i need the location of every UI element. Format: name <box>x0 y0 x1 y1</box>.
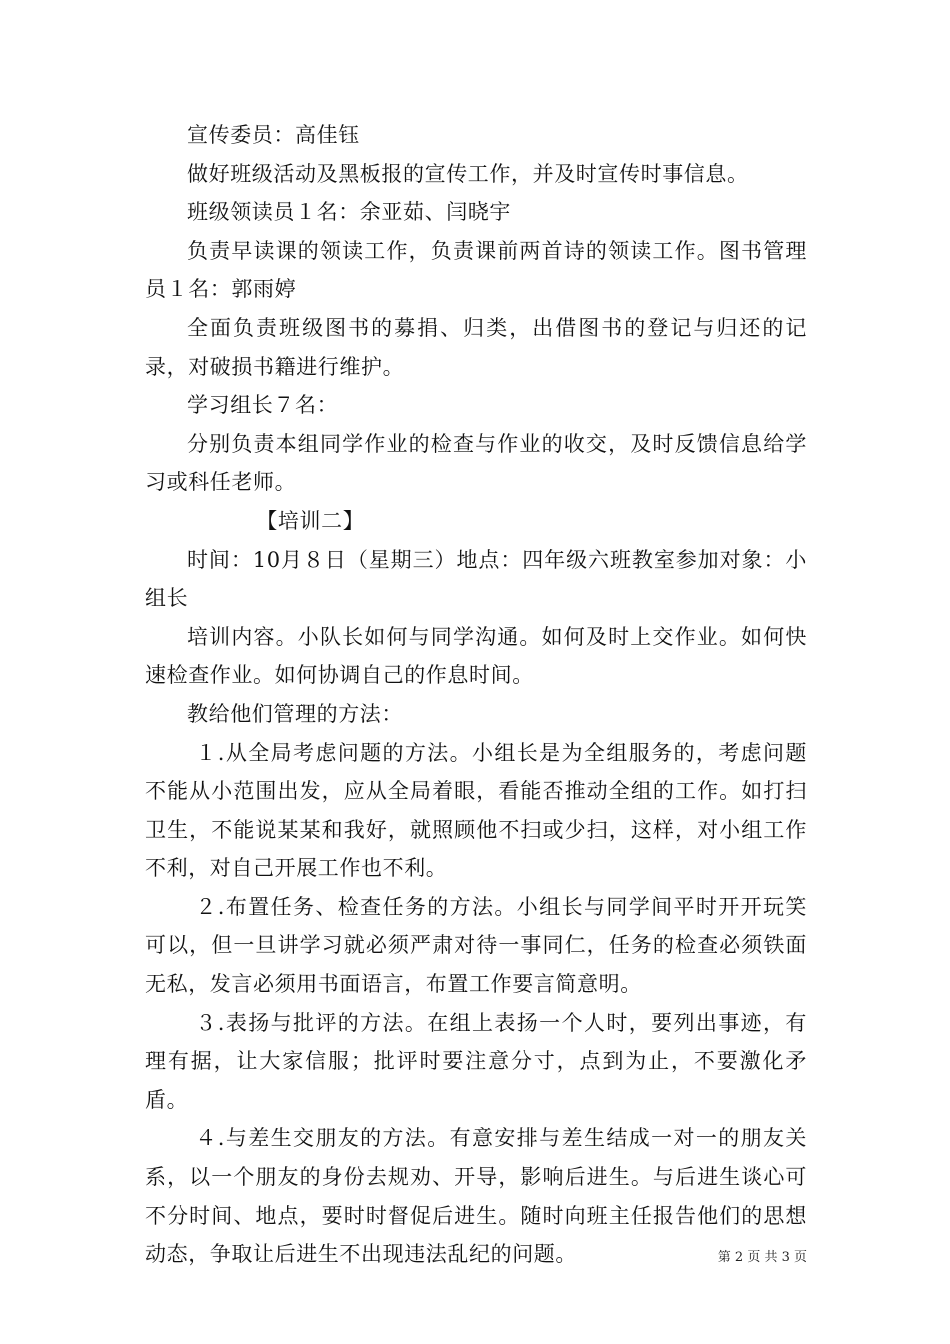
list-item-method-3: ３.表扬与批评的方法。在组上表扬一个人时，要列出事迹，有理有据，让大家信服；批评时要注意分寸，点到为止，不要激化矛盾。 <box>145 1010 807 1112</box>
page-number-footer: 第 2 页 共 3 页 <box>717 1250 807 1265</box>
paragraph-study-group-leaders: 学习组长７名： <box>187 393 339 418</box>
paragraph-publicity-committee: 宣传委员：高佳钰 <box>187 123 360 147</box>
paragraph-management-methods-intro: 教给他们管理的方法： <box>187 701 403 726</box>
paragraph-training-time-place: 时间：10月８日（星期三）地点：四年级六班教室参加对象：小组长 <box>145 547 807 611</box>
paragraph-group-leader-duty: 分别负责本组同学作业的检查与作业的收交，及时反馈信息给学习或科任老师。 <box>145 431 807 495</box>
paragraph-reader-duty: 负责早读课的领读工作，负责课前两首诗的领读工作。图书管理员１名：郭雨婷 <box>145 238 807 302</box>
paragraph-class-reader: 班级领读员１名：余亚茹、闫晓宇 <box>187 200 511 225</box>
paragraph-training-content: 培训内容。小队长如何与同学沟通。如何及时上交作业。如何快速检查作业。如何协调自己的作息时间。 <box>145 624 807 688</box>
section-heading-training-two: 【培训二】 <box>256 508 365 533</box>
document-body <box>145 116 807 1274</box>
list-item-method-1: １.从全局考虑问题的方法。小组长是为全组服务的，考虑问题不能从小范围出发，应从全局着眼，看能否推动全组的工作。如打扫卫生，不能说某某和我好，就照顾他不扫或少扫，这样，对小组工作不利，对自己开展工作也不利。 <box>145 740 807 881</box>
list-item-method-4: ４.与差生交朋友的方法。有意安排与差生结成一对一的朋友关系，以一个朋友的身份去规劝、开导，影响后进生。与后进生谈心可不分时间、地点，要时时督促后进生。随时向班主任报告他们的思想动态，争取让后进生不出现违法乱纪的问题。 <box>145 1126 807 1267</box>
paragraph-librarian-duty: 全面负责班级图书的募捐、归类，出借图书的登记与归还的记录，对破损书籍进行维护。 <box>145 315 807 379</box>
paragraph-publicity-duty: 做好班级活动及黑板报的宣传工作，并及时宣传时事信息。 <box>187 161 749 186</box>
list-item-method-2: ２.布置任务、检查任务的方法。小组长与同学间平时开开玩笑可以，但一旦讲学习就必须严肃对待一事同仁，任务的检查必须铁面无私，发言必须用书面语言，布置工作要言简意明。 <box>145 894 807 997</box>
